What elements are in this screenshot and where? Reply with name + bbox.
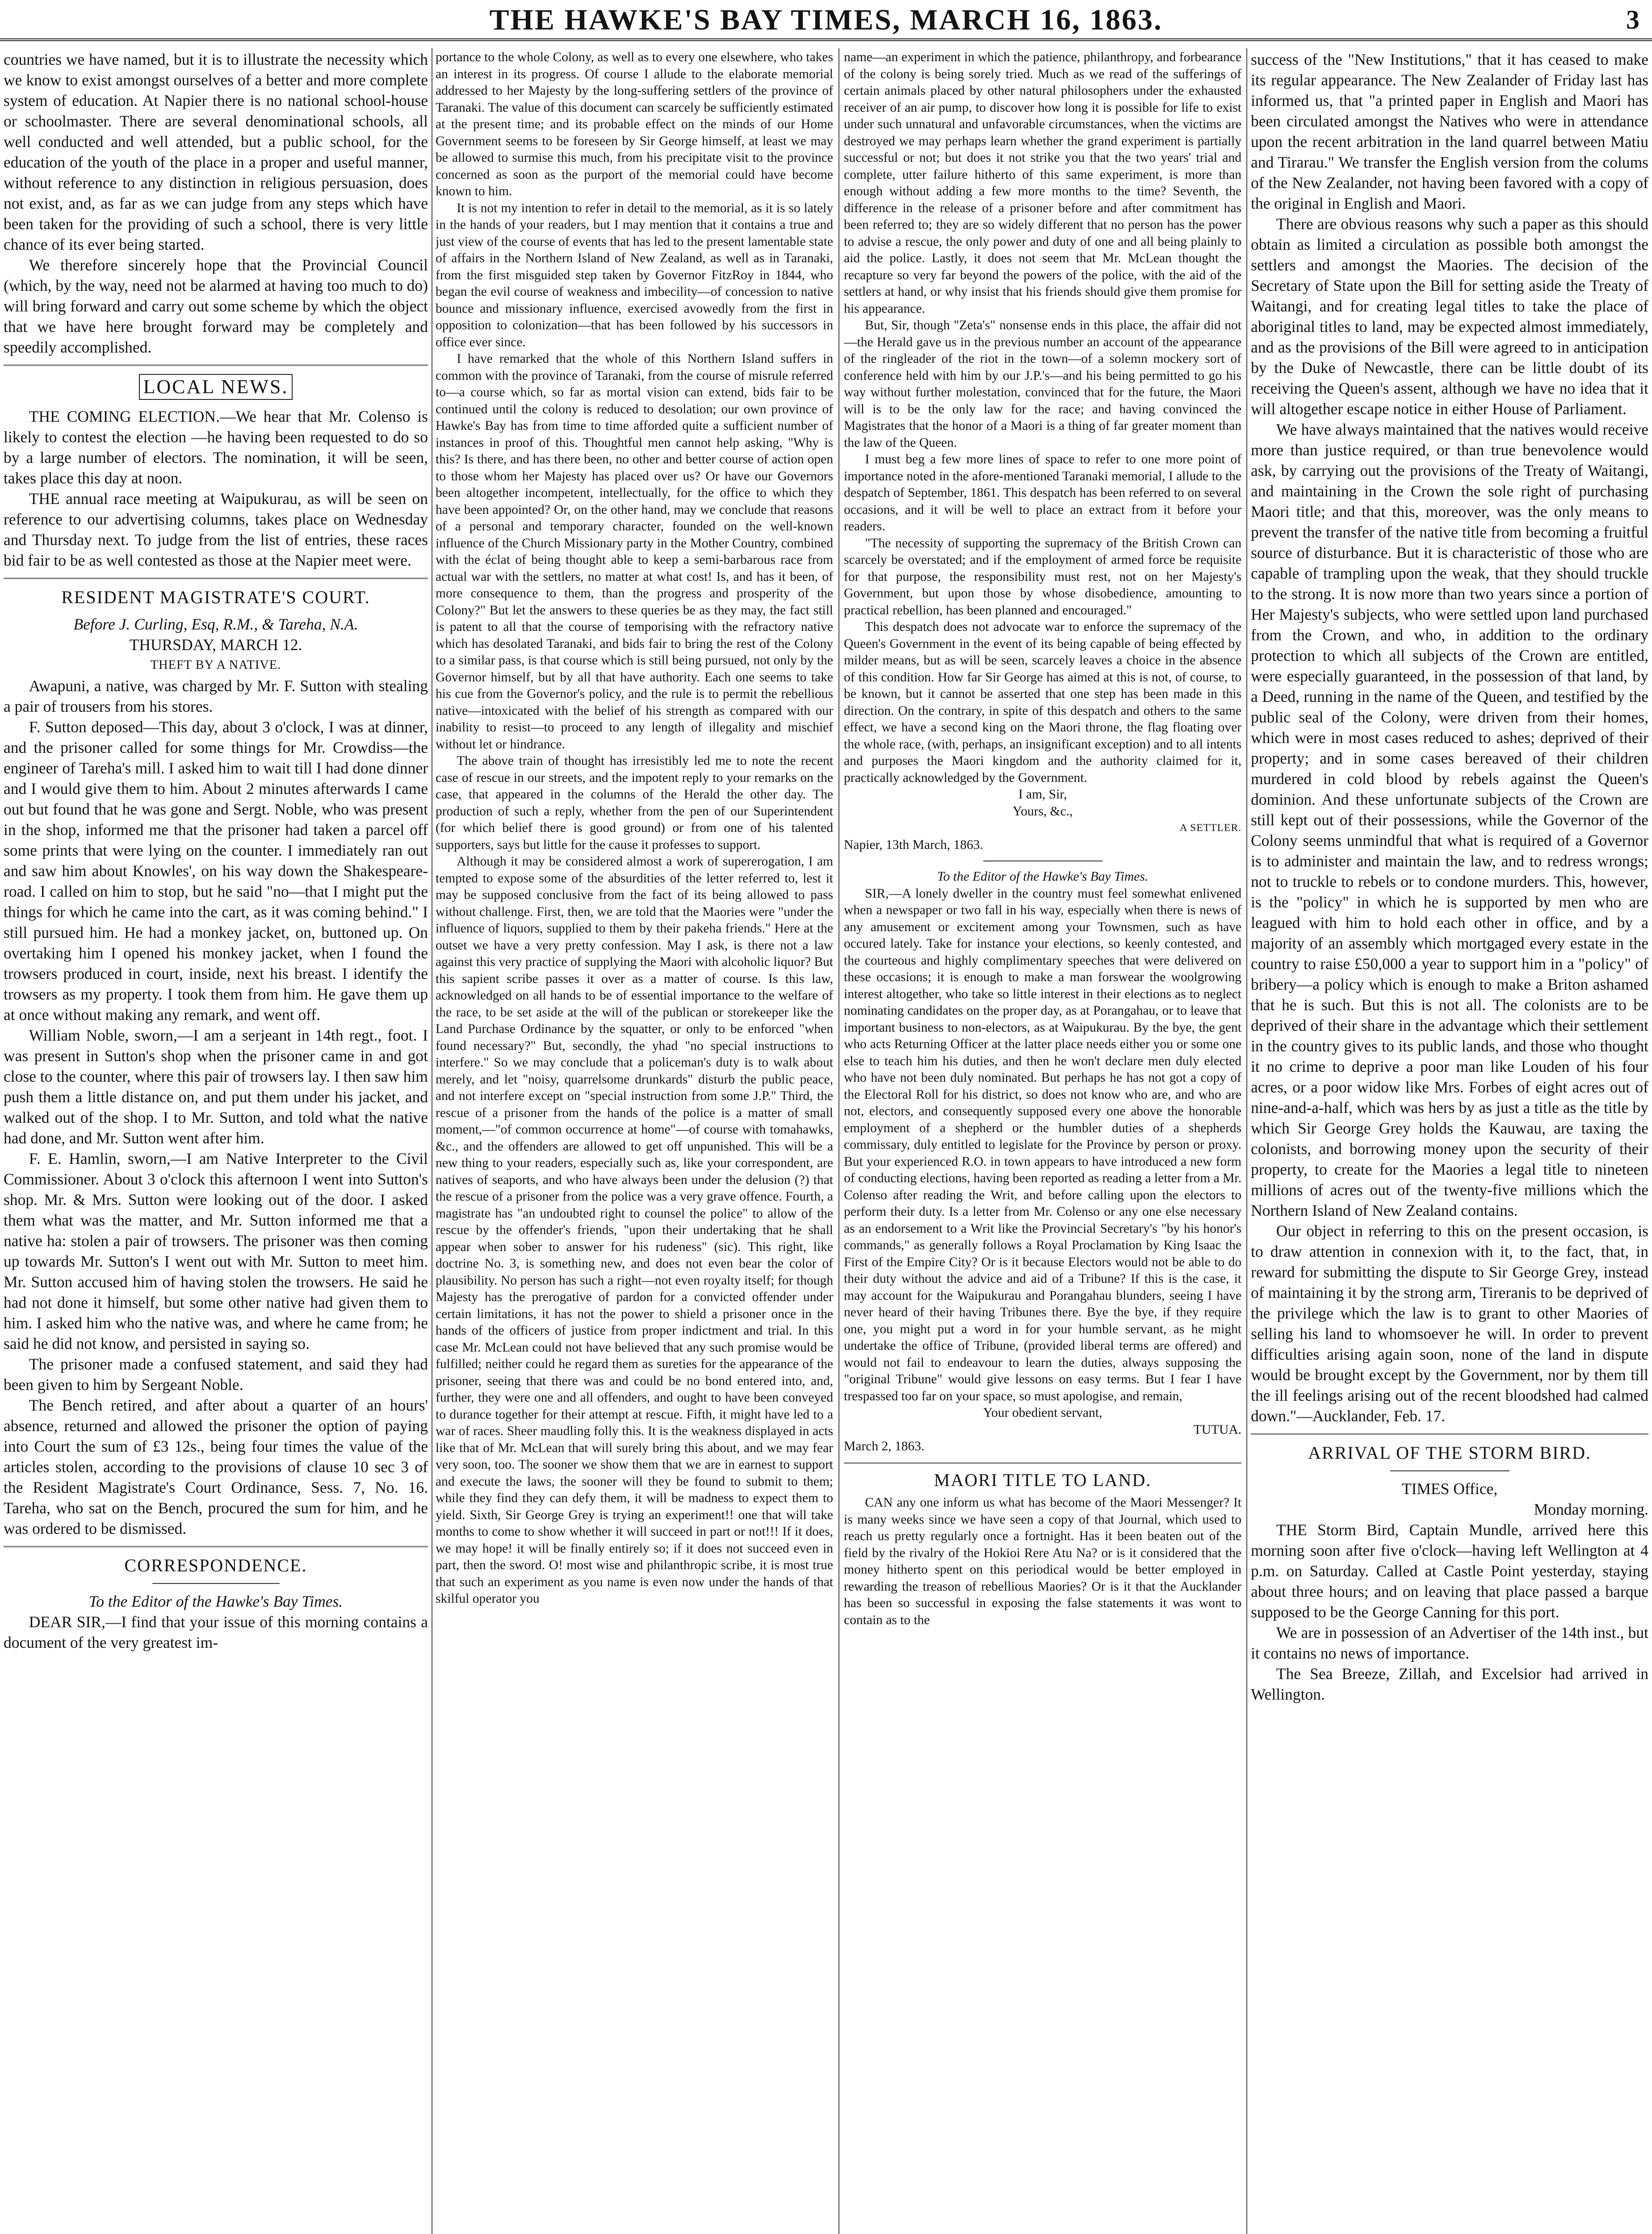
letter-salutation: To the Editor of the Hawke's Bay Times. [88, 1592, 343, 1610]
masthead-rule [0, 38, 1652, 41]
letter-salutation: To the Editor of the Hawke's Bay Times. [937, 869, 1149, 884]
court-heading: RESIDENT MAGISTRATE'S COURT. [61, 587, 370, 607]
page-number: 3 [1626, 5, 1639, 34]
letter-signoff: Yours, &c., [1012, 804, 1073, 819]
short-rule [152, 1583, 280, 1584]
paragraph: I must beg a few more lines of space to refer to one more point of importance noted in the afore-mentioned Taranaki memorial, I allude to the despatch of September, 1861. This despatch has been referred to on several occasions, and it will be well to place an extract from it before your readers. [844, 452, 1241, 533]
masthead-title: THE HAWKE'S BAY TIMES, MARCH 16, 1863. [489, 4, 1163, 36]
letter-signoff: I am, Sir, [1018, 787, 1067, 802]
quotation: "The necessity of supporting the supremacy of the British Crown can scarcely be overstated; and if the employment of armed force be requisite for that purpose, the responsibility must rest, not on her Majesty's Government, but upon those by whose disobedience, amounting to practical rebellion, has been planned and encouraged." [844, 536, 1241, 617]
paragraph: countries we have named, but it is to illustrate the necessity which we know to exist amongst ourselves of a better and more complete system of education. At Napier there is no national school-house or schoolmaster. There are several denominational schools, all well conducted and well attended, but a public school, for the education of the youth of the place in a proper and useful manner, without reference to any distinction in religious persuasion, does not exist, and, as far as we can judge from any steps which have been taken for the providing of such a school, there is very little chance of its ever being started. [4, 50, 428, 253]
letter-signature: A SETTLER. [1179, 822, 1241, 834]
letter-signoff: Your obedient servant, [983, 1406, 1103, 1420]
local-news-heading [4, 374, 428, 400]
short-rule [1390, 1470, 1509, 1471]
paragraph: SIR,—A lonely dweller in the country must feel somewhat enlivened when a newspaper or two fall in his way, especially when there is news of any amusement or excitement among your Townsmen, such as have occured lately. Take for instance your elections, so keenly contested, and the courteous and highly complimentary speeches that were delivered on these occasions; it is enough to make a man forswear the woolgrowing interest altogether, who take so little interest in their elections as to neglect nominating candidates on the proper day, as at Porangahau, or to leave that important business to non-electors, as at Waipukurau. By the bye, the gent who acts Returning Officer at the latter place needs either you or some one else to teach him his duties, and then he won't declare men duly elected who have not been duly nominated. But perhaps he has not got a copy of the Electoral Roll for his district, so does not know who are, and who are not, electors, and consequently supposed every one above the honorable employment of a shepherd or the humbler duties of a shepherds commissary, duly entitled to legislate for the Province by person or proxy. But your experienced R.O. in town appears to have introduced a new form of conducting elections, having been reported as reading a letter from a Mr. Colenso after reading the Writ, and before calling upon the electors to perform their duty. Is a letter from Mr. Colenso or any one else necessary as an endorsement to a Writ like the Provincial Secretary's "by his honor's commands," as generally follows a Royal Proclamation by King Isaac the First of the Empire City? Or is it because Electors would not be able to do their duty without the advice and aid of a Tribune? If this is the case, it may account for the Waipukurau and Porangahau blunders, seeing I have never heard of their having Tribunes there. Bye the bye, if they require one, you might put a word in for your humble servant, as he might undertake the office of Tribune, (provided liberal terms are offered) and would not fail to endeavour to learn the duties, always supposing the "original Tribune" would give lessons on easy terms. But I fear I have trespassed too far on your space, so must apologise, and remain, [844, 886, 1241, 1403]
paragraph: But, Sir, though "Zeta's" nonsense ends in this place, the affair did not—the Herald gave us in the previous number an account of the appearance of the ringleader of the riot in the town—of a solemn mockery sort of conference held with him by our J.P.'s—and his being permitted to go his way without further molestation, convinced that for the future, the Maori will is to be the only law for the race; and having convinced the Magistrates that the honor of a Maori is a thing of far greater moment than the law of the Queen. [844, 318, 1241, 450]
letter-dateline: Napier, 13th March, 1863. [844, 837, 983, 852]
paragraph: William Noble, sworn,—I am a serjeant in 14th regt., foot. I was present in Sutton's shop when the prisoner came in and got close to the counter, where this pair of trowsers lay. I then saw him push them a little distance on, and put them under his jacket, and walked out of the shop. I to Mr. Sutton, and told what the native had done, and Mr. Sutton went after him. [4, 1026, 428, 1147]
section-rule [4, 578, 428, 579]
masthead [0, 0, 1652, 36]
correspondence-heading: CORRESPONDENCE. [124, 1555, 307, 1575]
paragraph: DEAR SIR,—I find that your issue of this morning contains a document of the very greatest im- [4, 1613, 428, 1651]
paragraph: The Sea Breeze, Zillah, and Excelsior had arrived in Wellington. [1251, 1665, 1648, 1703]
paragraph: We are in possession of an Advertiser of the 14th inst., but it contains no news of importance. [1251, 1624, 1648, 1662]
paragraph: This despatch does not advocate war to enforce the supremacy of the Queen's Government in the event of its being capable of being effected by milder means, but as will be seen, scarcely leaves a choice in the absence of this condition. How far Sir George has aimed at this is not, of course, to be known, but it cannot be asserted that one step has been made in this direction. On the contrary, in spite of this despatch and others to the same effect, we have a second king on the Maori throne, the flag floating over the whole race, (with, perhaps, an insignificant exception) and to all intents and purposes the Maori kingdom and the authority claimed for it, practically acknowledged by the Government. [844, 620, 1241, 785]
news-item: THE annual race meeting at Waipukurau, as will be seen on reference to our advertising columns, takes place on Wednesday and Thursday next. To judge from the list of entries, these races bid fair to be as well contested as those at the Napier meet were. [4, 490, 428, 569]
column-4 [1251, 49, 1648, 2234]
paragraph: It is not my intention to refer in detail to the memorial, as it is so lately in the hands of your readers, but I may mention that it contains a true and just view of the course of events that has led to the present lamentable state of affairs in the Northern Island of New Zealand, as well as in Taranaki, from the first misguided step taken by Governor FitzRoy in 1844, who began the evil course of weakness and imbecility—of concession to native bounce and missionary influence, exercised avowedly from the first in opposition to colonization—that has been followed by his successors in office ever since. [436, 201, 833, 349]
court-date: THURSDAY, MARCH 12. [129, 636, 302, 654]
paragraph: Our object in referring to this on the present occasion, is to draw attention in connexion with it, to the fact, that, in reward for submitting the dispute to Sir George Grey, instead of maintaining it by the strong arm, Tireranis to be deprived of the privilege which the law is to grant to other Maories of selling his land to whomsoever he will. In order to prevent difficulties arising again soon, none of the land in dispute would be brought except by the Government, nor by them till the ill feelings arising out of the recent bloodshed had calmed down."—Aucklander, Feb. 17. [1251, 1222, 1648, 1425]
paragraph: We have always maintained that the natives would receive more than justice required, or than true benevolence would ask, by carrying out the provisions of the Treaty of Waitangi, and maintaining in the Crown the sole right of purchasing Maori title; and that this, moreover, was the only means to prevent the transfer of the native title from becoming a fruitful source of disturbance. But it is characteristic of those who are capable of trampling upon the weak, that they should truckle to the strong. It is now more than two years since a portion of Her Majesty's subjects, who were settled upon land purchased from the Crown, and who, in addition to the ordinary protection to which all subjects of the Crown are entitled, were especially guaranteed, in the possession of that land, by a Deed, running in the name of the Queen, and testified by the public seal of the Colony, were driven from their homes, which were in most cases reduced to ashes; deprived of their property; and in some cases bereaved of their children murdered in cold blood by rebels against the Queen's dominion. And these unfortunate subjects of the Crown are still kept out of their possessions, while the Governor of the Colony seems unmindful that what is required of a Governor is to administer and maintain the law, and to redress wrongs; not to truckle to rebels or to condone murders. This, however, is the "policy" in which he is supported by men who are leagued with him to hold each other in office, and by a majority of an assembly which mortgaged every estate in the country to raise £50,000 a year to support him in a "policy" of bribery—a policy which is enough to make a Briton ashamed that he is such. But this is not all. The colonists are to be deprived of their share in the advantage which their settlement in the country gives to its public lands, and those who thought it no crime to deprive a poor man like Louden of his four acres, or a poor widow like Mrs. Forbes of eight acres out of nine-and-a-half, which was hers by as just a title as the title by which Sir George Grey holds the Kauwau, are taxing the colonists, and borrowing money upon the security of their property, to create for the Maories a legal title to nineteen millions of acres out of the twenty-five millions which the Northern Island of New Zealand contains. [1251, 420, 1648, 1219]
storm-bird-heading: ARRIVAL OF THE STORM BIRD. [1308, 1443, 1591, 1463]
section-rule [844, 1462, 1241, 1464]
paragraph: success of the "New Institutions," that it has ceased to make its regular appearance. The New Zealander of Friday last has informed us, that "a printed paper in English and Maori has been circulated amongst the Natives who were in attendance upon the recent arbitration in the land quarrel between Matiu and Tirarau." We transfer the English version from the colums of the New Zealander, not having been favored with a copy of the original in English and Maori. [1251, 50, 1648, 212]
section-rule [4, 1546, 428, 1547]
paragraph: portance to the whole Colony, as well as to every one elsewhere, who takes an interest in its progress. Of course I allude to the elaborate memorial addressed to her Majesty by the long-suffering settlers of the province of Taranaki. The value of this document can scarcely be sufficiently estimated at the present time; and its probable effect on the minds of our Home Government seems to be foreseen by Sir George himself, at least we may be allowed to surmise this much, from his precipitate visit to the province concerned as soon as the purport of the memorial could have become known to him. [436, 50, 833, 198]
court-bench: Before J. Curling, Esq, R.M., & Tareha, N.A. [73, 615, 358, 633]
column-3 [844, 49, 1241, 2234]
local-news-title: LOCAL NEWS. [139, 374, 293, 400]
paragraph: The prisoner made a confused statement, and said they had been given to him by Sergeant Noble. [4, 1355, 428, 1394]
letter-dateline: March 2, 1863. [844, 1439, 925, 1453]
paragraph: F. E. Hamlin, sworn,—I am Native Interpreter to the Civil Commissioner. About 3 o'clock this afternoon I went into Sutton's shop. Mr. & Mrs. Sutton were looking out of the door. I asked them what was the matter, and Mr. Sutton informed me that a native ha: stolen a pair of trowsers. The prisoner was then coming up towards Mr. Sutton's I went out with Mr. Sutton to meet him. Mr. Sutton accused him of having stolen the trowsers. He said he had not done it himself, but some other native had given them to him. I asked him who the native was, and where he came from; he said he did not know, and persisted in saying so. [4, 1150, 428, 1352]
paragraph: I have remarked that the whole of this Northern Island suffers in common with the province of Taranaki, from the course of misrule referred to—a course which, so far as mortal vision can extend, bids fair to be continued until the colony is reduced to desolation; our own province of Hawke's Bay has from time to time afforded quite a sufficient number of instances in proof of this. Thoughtful men cannot help asking, "Why is this? Is there, and has there been, no other and better course of action open to those whom her Majesty has placed over us? Or have our Governors been altogether incompetent, intellectually, for the office to which they have been appointed? Or, on the other hand, may we conclude that reasons of a personal and temporary character, founded on the well-known influence of the Church Missionary party in the Mother Country, combined with the éclat of being thought able to keep a semi-barbarous race from actual war with the settlers, no matter at what cost! Is, and has it been, of more consequence to them, than the progress and prosperity of the Colony?" But let the answers to these queries be as they may, the fact still is patent to all that the course of temporising with the refractory native which has desolated Taranaki, and bids fair to bring the rest of the Colony to a similar pass, is that course which is still being pursued, not only by the Governor himself, but by all that have authority. Each one seems to take his cue from the Governor's policy, and the rule is to permit the rebellious native—intoxicated with the belief of his strength as compared with our inability to resist—to proceed to any length of illegality and mischief without let or hindrance. [436, 352, 833, 752]
paragraph: THE Storm Bird, Captain Mundle, arrived here this morning soon after five o'clock—having left Wellington at 4 p.m. on Saturday. Called at Castle Point yesterday, staying about three hours; and on leaving that place passed a barque supposed to be the George Canning for this port. [1251, 1521, 1648, 1621]
column-divider [1246, 48, 1247, 2234]
paragraph: F. Sutton deposed—This day, about 3 o'clock, I was at dinner, and the prisoner called for some things for Mr. Crowdiss—the engineer of Tareha's mill. I asked him to wait till I had done dinner and I would give them to him. About 2 minutes afterwards I came out but found that he was gone and Sergt. Noble, who was present in the shop, informed me that the prisoner had taken a parcel off some prints that were lying on the counter. I immediately ran out and saw him about Knowles', on his way down the Shakespeare-road. I called on him to stop, but he said "no—that I might put the things for which he came into the cart, as it was coming behind." I still pursued him. He had a monkey jacket, on, buttoned up. On overtaking him I opened his monkey jacket, when I found the trowsers produced in court, inside, next his breast. I identify the trowsers as my property. I took them from him. He gave them up at once without making any remark, and went off. [4, 718, 428, 1024]
paragraph: Awapuni, a native, was charged by Mr. F. Sutton with stealing a pair of trousers from his stores. [4, 677, 428, 715]
maori-title-heading: MAORI TITLE TO LAND. [934, 1470, 1152, 1490]
paragraph: The above train of thought has irresistibly led me to note the recent case of rescue in our streets, and the impotent reply to your remarks on the case, that appeared in the columns of the Herald the other day. The production of such a reply, whether from the pen of our Superintendent (for which belief there is good ground) or from one of his talented supporters, says but little for the cause it professes to support. [436, 754, 833, 852]
dateline: Monday morning. [1534, 1500, 1648, 1518]
letter-signature: TUTUA. [1193, 1422, 1241, 1437]
paragraph: CAN any one inform us what has become of the Maori Messenger? It is many weeks since we have seen a copy of that Journal, which used to reach us pretty regularly once a fortnight. Has it been beaten out of the field by the rivalry of the Hokioi Rere Atu Na? or is it considered that the money hitherto spent on this periodical would be better employed in rewarding the treason of rebellious Maories? Or is it that the Aucklander has been so successful in exposing the false statements it was wont to contain as to the [844, 1495, 1241, 1627]
paragraph: Although it may be considered almost a work of supererogation, I am tempted to expose some of the absurdities of the letter referred to, lest it may be supposed conclusive from the fact of its being allowed to pass without challenge. First, then, we are told that the Maories were "under the influence of liquors, supplied to them by their pakeha friends." Here at the outset we have a very pretty confession. May I ask, is there not a law against this very practice of supplying the Maori with alcoholic liquor? But this sapient scribe passes it over as a matter of course. Is this law, acknowledged on all hands to be of essential importance to the welfare of the race, to be set aside at the will of the publican or storekeeper like the Land Purchase Ordinance by the squatter, or only to be enforced "when found necessary?" But, secondly, the yhad "no special instructions to interfere." So we may conclude that a policeman's duty is to walk about merely, and let "noisy, quarrelsome drunkards" disturb the public peace, and not interfere except on "special instruction from some J.P." Third, the rescue of a prisoner from the hands of the police is a matter of small moment,—"of common occurrence at home"—of course with tomahawks, &c., and the offenders are allowed to get off unpunished. This will be a new thing to your readers, especially such as, like your correspondent, are natives of seaports, and who have always been under the delusion (?) that the rescue of a prisoner from the police was a very grave offence. Fourth, a magistrate has "an undoubted right to counsel the police" to allow of the rescue by the offender's friends, "upon their undertaking that he shall appear when sober to answer for his rudeness" (sic). This right, like doctrine No. 3, is something new, and does not even bear the color of plausibility. No person has such a right—not even royalty itself; for though Majesty has the prerogative of pardon for a convicted offender under certain limitations, it has not the power to shield a prisoner once in the hands of the officers of justice from proper indictment and trial. In this case Mr. McLean could not have believed that any such promise would be fulfilled; neither could he regard them as sureties for the appearance of the prisoner, seeing that there was and could be no bond entered into, and, further, they were one and all offenders, and ought to have been conveyed to durance together for their attempt at rescue. Fifth, it might have led to a war of races. Sheer maudling folly this. It is the weakness displayed in acts like that of Mr. McLean that will surely bring this about, and we may fear very soon, too. The sooner we show them that we are in earnest to support and execute the laws, the sooner will they be found to submit to them; while they find they can defy them, it will be madness to expect them to yield. Sixth, Sir George Grey is trying an experiment!! one that will take months to come to show whether it will succeed in part or not!!! If it does, we may hope! it will be finally entirely so; if it does not succeed even in part, then the sword. O! most wise and philanthropic scribe, it is most true that such an experiment as you name is even now under the hands of that skilful operator you [436, 854, 833, 1606]
dateline: TIMES Office, [1401, 1480, 1498, 1498]
paragraph: There are obvious reasons why such a paper as this should obtain as limited a circulation as possible both amongst the settlers and amongst the Maories. The decision of the Secretary of State upon the Bill for setting aside the Treaty of Waitangi, and for creating legal titles to take the place of aboriginal titles to land, may be expected almost immediately, and as the provisions of the Bill were agreed to in anticipation by the Duke of Newcastle, there can be little doubt of its receiving the Queen's assent, although we have no idea that it will altogether escape notice in either House of Parliament. [1251, 215, 1648, 418]
paragraph: name—an experiment in which the patience, philanthropy, and forbearance of the colony is being sorely tried. Much as we read of the sufferings of certain animals placed by other natural philosophers under the exhausted receiver of an air pump, to discover how long it is possible for life to exist under such unnatural and unfavorable circumstances, when the victims are destroyed we may perhaps learn whether the grand experiment is partially successful or not; but does it not strike you that the two years' trial and complete, utter failure hitherto of this same experiment, is more than enough without adding a few more months to the time? Seventh, the difference in the release of a prisoner before and after commitment has been referred to; they are so widely different that no person has the power to advise a rescue, the only power and duty of one and all being plainly to aid the police. Lastly, it does not seem that Mr. McLean thought the recapture so very far beyond the powers of the police, with the aid of the settlers at hand, or why insist that his friends should give them promise for his appearance. [844, 50, 1241, 316]
column-2 [436, 49, 833, 2234]
court-case-title: THEFT BY A NATIVE. [150, 658, 281, 672]
column-1 [4, 49, 428, 2234]
section-rule [1251, 1433, 1648, 1435]
news-item: THE COMING ELECTION.—We hear that Mr. Colenso is likely to contest the election —he having been requested to do so by a large number of electors. The nomination, it will be seen, takes place this day at noon. [4, 407, 428, 487]
paragraph: We therefore sincerely hope that the Provincial Council (which, by the way, need not be alarmed at having too much to do) will bring forward and carry out some scheme by which the object that we have here brought forward may be completely and speedily accomplished. [4, 256, 428, 356]
section-rule [4, 365, 428, 366]
paragraph: The Bench retired, and after about a quarter of an hours' absence, returned and allowed the prisoner the option of paying into Court the sum of £3 12s., being four times the value of the articles stolen, according to the provisions of clause 10 sec 3 of the Resident Magistrate's Court Ordinance, Sess. 7, No. 16. Tareha, who sat on the Bench, procured the sum for him, and he was ordered to be dismissed. [4, 1396, 428, 1537]
